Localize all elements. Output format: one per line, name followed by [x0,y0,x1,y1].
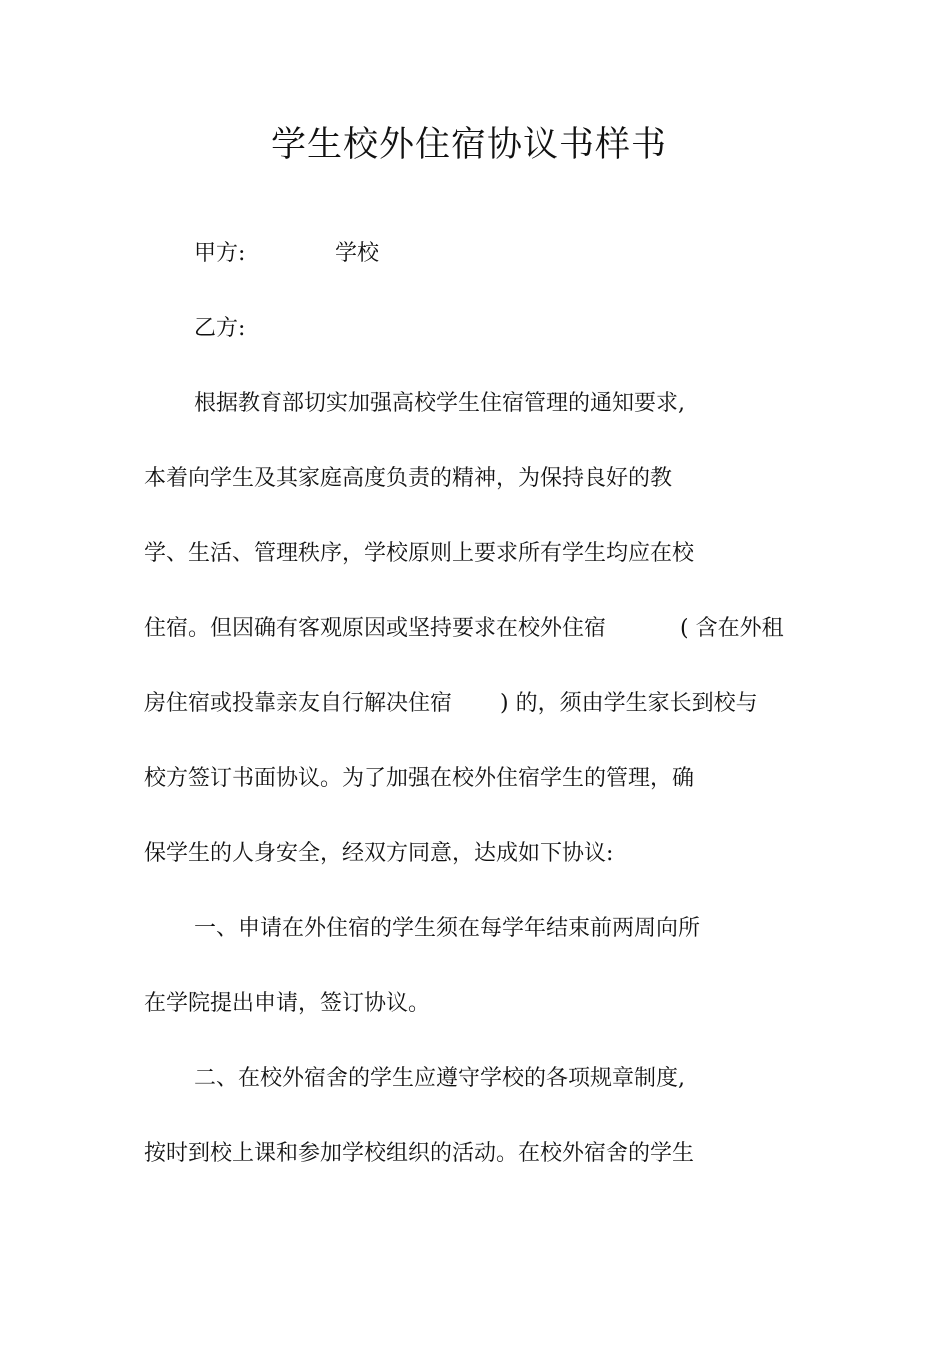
paragraph-line-segment: ) 的，须由学生家长到校与 [500,691,758,716]
paragraph-line: 保学生的人身安全，经双方同意，达成如下协议: [144,841,614,866]
paragraph-line: 校方签订书面协议。为了加强在校外住宿学生的管理，确 [144,766,695,791]
clause-one-line: 在学院提出申请，签订协议。 [144,991,431,1016]
clause-two-line: 二、在校外宿舍的学生应遵守学校的各项规章制度, [194,1066,685,1091]
clause-one-line: 一、申请在外住宿的学生须在每学年结束前两周向所 [194,916,701,941]
paragraph-line-segment: 住宿。但因确有客观原因或坚持要求在校外住宿 [144,616,607,641]
party-b-label: 乙方: [194,316,246,341]
party-a-label: 甲方: [194,241,246,266]
document-title: 学生校外住宿协议书样书 [270,125,667,165]
paragraph-line: 根据教育部切实加强高校学生住宿管理的通知要求, [194,391,685,416]
paragraph-line: 本着向学生及其家庭高度负责的精神，为保持良好的教 [144,466,673,491]
paragraph-line-segment: 房住宿或投靠亲友自行解决住宿 [144,691,453,716]
paragraph-line-segment: ( 含在外租 [680,616,784,641]
clause-two-line: 按时到校上课和参加学校组织的活动。在校外宿舍的学生 [144,1141,695,1166]
paragraph-line: 学、生活、管理秩序，学校原则上要求所有学生均应在校 [144,541,695,566]
party-a-value: 学校 [335,241,380,266]
